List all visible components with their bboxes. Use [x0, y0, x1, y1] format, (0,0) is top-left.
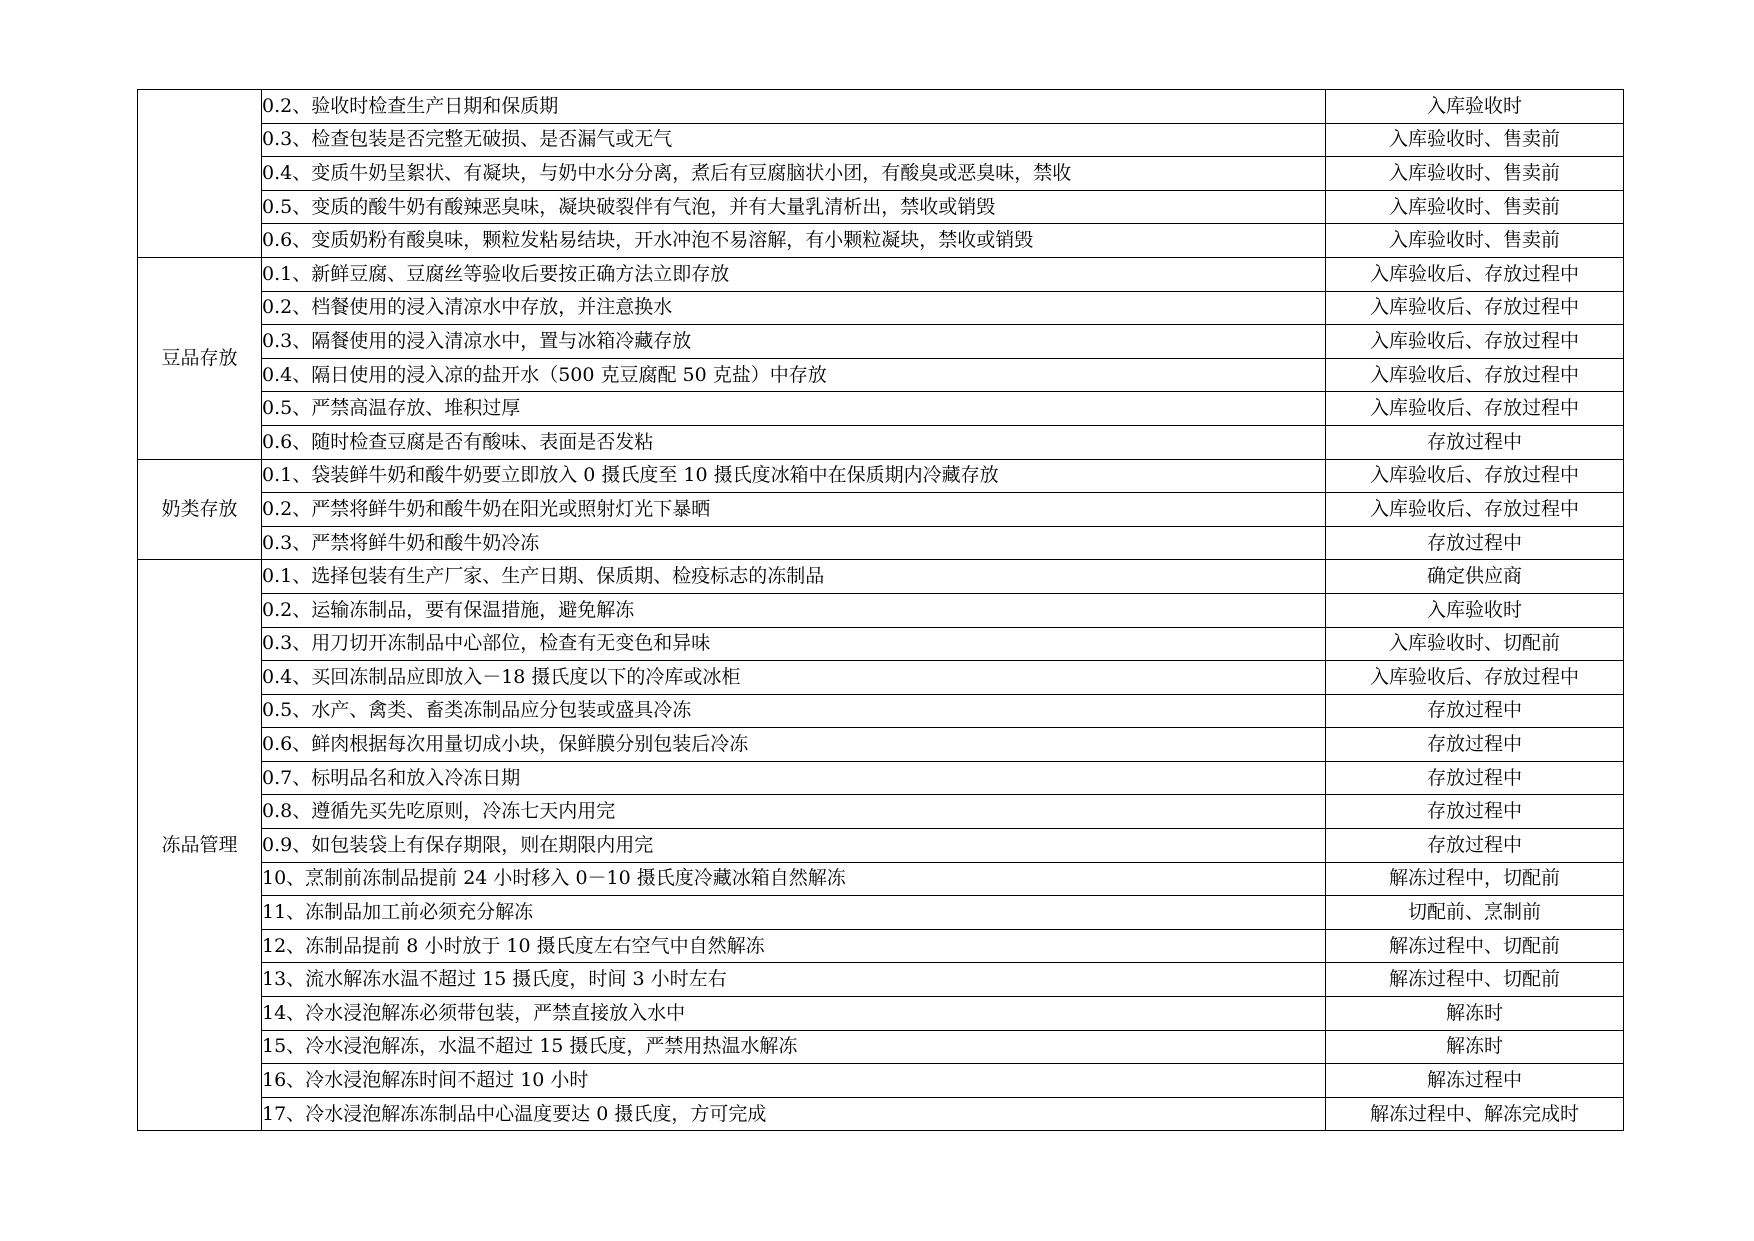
- item-cell: 0.3、隔餐使用的浸入清凉水中，置与冰箱冷藏存放: [262, 325, 1326, 359]
- item-cell: 14、冷水浸泡解冻必须带包装，严禁直接放入水中: [262, 997, 1326, 1031]
- table-row: [138, 560, 1624, 594]
- item-cell: 0.9、如包装袋上有保存期限，则在期限内用完: [262, 829, 1326, 863]
- timing-cell: 入库验收后、存放过程中: [1326, 392, 1624, 426]
- timing-cell: 存放过程中: [1326, 694, 1624, 728]
- item-cell: 0.3、严禁将鲜牛奶和酸牛奶冷冻: [262, 526, 1326, 560]
- table-row: [138, 526, 1624, 560]
- table-row: [138, 1064, 1624, 1098]
- item-cell: 0.3、用刀切开冻制品中心部位，检查有无变色和异味: [262, 627, 1326, 661]
- item-cell: 0.4、隔日使用的浸入凉的盐开水（500 克豆腐配 50 克盐）中存放: [262, 358, 1326, 392]
- timing-cell: 确定供应商: [1326, 560, 1624, 594]
- table-row: [138, 1097, 1624, 1131]
- timing-cell: 入库验收后、存放过程中: [1326, 661, 1624, 695]
- category-cell: 冻品管理: [138, 560, 262, 1131]
- item-cell: 13、流水解冻水温不超过 15 摄氏度，时间 3 小时左右: [262, 963, 1326, 997]
- item-cell: 0.2、运输冻制品，要有保温措施，避免解冻: [262, 593, 1326, 627]
- table-row: [138, 896, 1624, 930]
- table-row: [138, 694, 1624, 728]
- table-body: [138, 90, 1624, 1131]
- timing-cell: 存放过程中: [1326, 425, 1624, 459]
- item-cell: 0.2、档餐使用的浸入清凉水中存放，并注意换水: [262, 291, 1326, 325]
- table-row: [138, 257, 1624, 291]
- category-cell: 豆品存放: [138, 257, 262, 459]
- timing-cell: 解冻过程中: [1326, 1064, 1624, 1098]
- timing-cell: 存放过程中: [1326, 829, 1624, 863]
- item-cell: 11、冻制品加工前必须充分解冻: [262, 896, 1326, 930]
- table-row: [138, 358, 1624, 392]
- table-row: [138, 392, 1624, 426]
- item-cell: 12、冻制品提前 8 小时放于 10 摄氏度左右空气中自然解冻: [262, 929, 1326, 963]
- item-cell: 0.6、随时检查豆腐是否有酸味、表面是否发粘: [262, 425, 1326, 459]
- category-cell: 奶类存放: [138, 459, 262, 560]
- timing-cell: 入库验收时、售卖前: [1326, 224, 1624, 258]
- table-row: [138, 493, 1624, 527]
- table-row: [138, 157, 1624, 191]
- item-cell: 0.5、变质的酸牛奶有酸辣恶臭味，凝块破裂伴有气泡，并有大量乳清析出，禁收或销毁: [262, 190, 1326, 224]
- timing-cell: 入库验收后、存放过程中: [1326, 291, 1624, 325]
- table-row: [138, 1030, 1624, 1064]
- timing-cell: 切配前、烹制前: [1326, 896, 1624, 930]
- item-cell: 0.2、严禁将鲜牛奶和酸牛奶在阳光或照射灯光下暴晒: [262, 493, 1326, 527]
- item-cell: 0.5、严禁高温存放、堆积过厚: [262, 392, 1326, 426]
- table-row: [138, 90, 1624, 124]
- timing-cell: 解冻时: [1326, 1030, 1624, 1064]
- table-row: [138, 963, 1624, 997]
- timing-cell: 入库验收后、存放过程中: [1326, 493, 1624, 527]
- item-cell: 0.2、验收时检查生产日期和保质期: [262, 90, 1326, 124]
- timing-cell: 解冻时: [1326, 997, 1624, 1031]
- table-row: [138, 997, 1624, 1031]
- table-row: [138, 291, 1624, 325]
- item-cell: 0.8、遵循先买先吃原则，冷冻七天内用完: [262, 795, 1326, 829]
- item-cell: 15、冷水浸泡解冻，水温不超过 15 摄氏度，严禁用热温水解冻: [262, 1030, 1326, 1064]
- table-row: [138, 425, 1624, 459]
- timing-cell: 入库验收时: [1326, 593, 1624, 627]
- timing-cell: 入库验收时、售卖前: [1326, 157, 1624, 191]
- table-row: [138, 661, 1624, 695]
- item-cell: 0.7、标明品名和放入冷冻日期: [262, 761, 1326, 795]
- timing-cell: 入库验收时、售卖前: [1326, 190, 1624, 224]
- timing-cell: 入库验收后、存放过程中: [1326, 257, 1624, 291]
- table-row: [138, 224, 1624, 258]
- item-cell: 0.1、袋装鲜牛奶和酸牛奶要立即放入 0 摄氏度至 10 摄氏度冰箱中在保质期内冷藏存放: [262, 459, 1326, 493]
- table-row: [138, 325, 1624, 359]
- table-row: [138, 593, 1624, 627]
- timing-cell: 解冻过程中、切配前: [1326, 929, 1624, 963]
- timing-cell: 入库验收后、存放过程中: [1326, 459, 1624, 493]
- item-cell: 16、冷水浸泡解冻时间不超过 10 小时: [262, 1064, 1326, 1098]
- table-row: [138, 829, 1624, 863]
- timing-cell: 入库验收后、存放过程中: [1326, 325, 1624, 359]
- item-cell: 0.3、检查包装是否完整无破损、是否漏气或无气: [262, 123, 1326, 157]
- item-cell: 10、烹制前冻制品提前 24 小时移入 0－10 摄氏度冷藏冰箱自然解冻: [262, 862, 1326, 896]
- table-row: [138, 123, 1624, 157]
- table-row: [138, 795, 1624, 829]
- table-row: [138, 761, 1624, 795]
- table-row: [138, 627, 1624, 661]
- item-cell: 0.6、变质奶粉有酸臭味，颗粒发粘易结块，开水冲泡不易溶解，有小颗粒凝块，禁收或销毁: [262, 224, 1326, 258]
- item-cell: 0.6、鲜肉根据每次用量切成小块，保鲜膜分别包装后冷冻: [262, 728, 1326, 762]
- item-cell: 0.4、变质牛奶呈絮状、有凝块，与奶中水分分离，煮后有豆腐脑状小团，有酸臭或恶臭味，禁收: [262, 157, 1326, 191]
- storage-rules-table: [137, 89, 1624, 1131]
- timing-cell: 存放过程中: [1326, 761, 1624, 795]
- timing-cell: 入库验收时、切配前: [1326, 627, 1624, 661]
- timing-cell: 入库验收后、存放过程中: [1326, 358, 1624, 392]
- table-row: [138, 862, 1624, 896]
- item-cell: 0.4、买回冻制品应即放入－18 摄氏度以下的冷库或冰柜: [262, 661, 1326, 695]
- timing-cell: 存放过程中: [1326, 728, 1624, 762]
- timing-cell: 入库验收时、售卖前: [1326, 123, 1624, 157]
- timing-cell: 解冻过程中、切配前: [1326, 963, 1624, 997]
- table-row: [138, 728, 1624, 762]
- category-cell: [138, 90, 262, 258]
- timing-cell: 入库验收时: [1326, 90, 1624, 124]
- table-row: [138, 190, 1624, 224]
- table-row: [138, 929, 1624, 963]
- item-cell: 0.1、选择包装有生产厂家、生产日期、保质期、检疫标志的冻制品: [262, 560, 1326, 594]
- timing-cell: 存放过程中: [1326, 795, 1624, 829]
- timing-cell: 解冻过程中、解冻完成时: [1326, 1097, 1624, 1131]
- table-row: [138, 459, 1624, 493]
- item-cell: 17、冷水浸泡解冻冻制品中心温度要达 0 摄氏度，方可完成: [262, 1097, 1326, 1131]
- timing-cell: 解冻过程中，切配前: [1326, 862, 1624, 896]
- item-cell: 0.5、水产、禽类、畜类冻制品应分包装或盛具冷冻: [262, 694, 1326, 728]
- item-cell: 0.1、新鲜豆腐、豆腐丝等验收后要按正确方法立即存放: [262, 257, 1326, 291]
- timing-cell: 存放过程中: [1326, 526, 1624, 560]
